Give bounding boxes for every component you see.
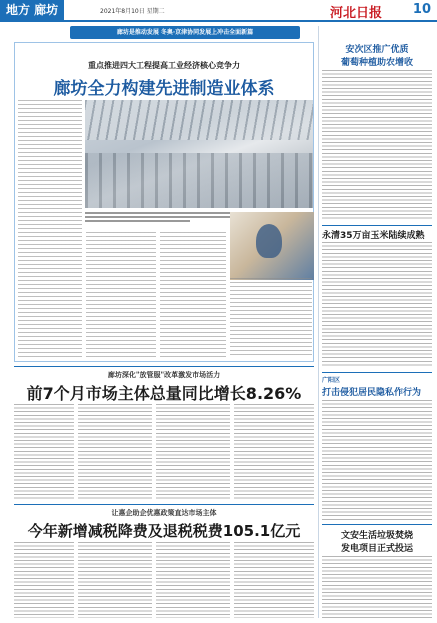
lead-story-body-col3 — [160, 232, 226, 358]
right-story-d-body — [322, 556, 432, 618]
divider — [322, 524, 432, 525]
lead-story-kicker: 重点推进四大工程提高工业经济核心竞争力 — [88, 60, 240, 70]
story2-body-col1 — [14, 404, 74, 500]
lead-story-headline: 廊坊全力构建先进制造业体系 — [53, 79, 275, 99]
right-story-a-headline-2: 葡萄种植助农增收 — [340, 58, 413, 68]
story2-body-col3 — [156, 404, 230, 500]
worker-photo — [230, 212, 314, 280]
story3-body-col4 — [234, 542, 314, 618]
divider — [322, 225, 432, 226]
story2-body-col4 — [234, 404, 314, 500]
section-badge: 地方 廊坊 — [0, 0, 64, 20]
story3-kicker: 让惠企助企优惠政策直达市场主体 — [111, 508, 217, 517]
right-story-c-headline: 打击侵犯居民隐私作行为 — [322, 388, 422, 398]
story3-body-col2 — [78, 542, 152, 618]
lead-story-body-col2 — [86, 232, 156, 358]
divider — [322, 372, 432, 373]
right-story-b-headline: 永清35万亩玉米陆续成熟 — [322, 231, 425, 241]
story3-body-col1 — [14, 542, 74, 618]
story2-headline: 前7个月市场主体总量同比增长8.26% — [26, 384, 302, 403]
lead-story-body-col4 — [230, 278, 312, 358]
right-story-b-body — [322, 242, 432, 367]
factory-photo — [85, 100, 313, 208]
story3-body-col3 — [156, 542, 230, 618]
story2-kicker: 廊坊深化"放管服"改革激发市场活力 — [107, 370, 221, 379]
right-story-a-headline-1: 安次区推广优质 — [345, 45, 409, 55]
issue-date: 2021年8月10日 星期二 — [100, 8, 165, 15]
top-banner: 廊坊是推动发展 冬奥·京津协同发展上冲击全面新篇 — [70, 26, 300, 39]
divider — [14, 504, 314, 505]
photo-caption — [85, 212, 235, 230]
right-story-d-headline-1: 文安生活垃圾焚烧 — [340, 531, 413, 541]
newspaper-masthead: 河北日报 — [330, 6, 383, 21]
right-story-a-body — [322, 70, 432, 220]
page-number: 10 — [412, 2, 431, 17]
right-story-c-kicker: 广阳区 — [322, 377, 341, 384]
column-separator — [318, 26, 319, 618]
right-story-d-headline-2: 发电项目正式投运 — [340, 544, 413, 554]
story2-body-col2 — [78, 404, 152, 500]
right-story-c-body — [322, 400, 432, 520]
divider — [14, 366, 314, 367]
story3-headline: 今年新增减税降费及退税税费105.1亿元 — [27, 522, 301, 540]
page-header — [0, 0, 437, 22]
lead-story-body-col1 — [18, 100, 82, 358]
